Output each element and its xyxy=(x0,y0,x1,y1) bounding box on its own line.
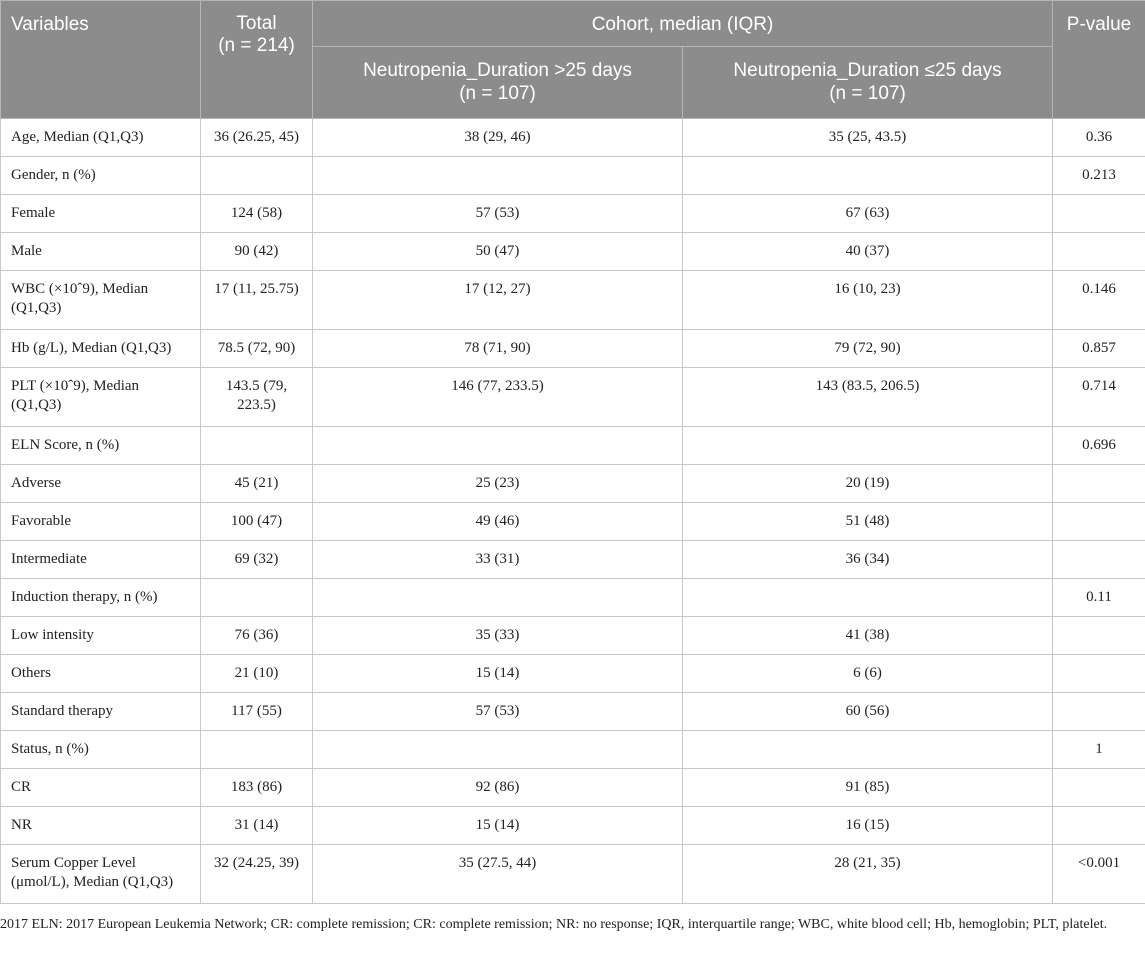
variable-cell: Gender, n (%) xyxy=(1,157,201,195)
group-long-cell: 25 (23) xyxy=(313,465,683,503)
variable-cell: Age, Median (Q1,Q3) xyxy=(1,119,201,157)
pvalue-cell xyxy=(1053,503,1145,541)
variable-cell: Favorable xyxy=(1,503,201,541)
total-cell: 36 (26.25, 45) xyxy=(201,119,313,157)
group-long-cell: 38 (29, 46) xyxy=(313,119,683,157)
group-long-cell: 35 (33) xyxy=(313,617,683,655)
group-short-cell: 16 (10, 23) xyxy=(683,271,1053,330)
group-short-cell xyxy=(683,157,1053,195)
group-long-cell xyxy=(313,579,683,617)
group-long-cell: 92 (86) xyxy=(313,769,683,807)
table-row xyxy=(1,157,1145,195)
header-row-1 xyxy=(1,1,1145,47)
variable-cell: Status, n (%) xyxy=(1,731,201,769)
pvalue-cell xyxy=(1053,693,1145,731)
table-row xyxy=(1,807,1145,845)
variable-cell: Standard therapy xyxy=(1,693,201,731)
variable-cell: CR xyxy=(1,769,201,807)
pvalue-cell: 0.696 xyxy=(1053,427,1145,465)
table-row xyxy=(1,368,1145,427)
header-group-long xyxy=(313,47,683,119)
pvalue-cell: 0.213 xyxy=(1053,157,1145,195)
group-long-cell: 50 (47) xyxy=(313,233,683,271)
variable-cell: ELN Score, n (%) xyxy=(1,427,201,465)
header-group-short xyxy=(683,47,1053,119)
pvalue-cell xyxy=(1053,769,1145,807)
variable-cell: Serum Copper Level (μmol/L), Median (Q1,Q3) xyxy=(1,845,201,904)
table-row xyxy=(1,845,1145,904)
total-cell: 124 (58) xyxy=(201,195,313,233)
table-row xyxy=(1,503,1145,541)
total-cell xyxy=(201,731,313,769)
pvalue-cell xyxy=(1053,807,1145,845)
table-row xyxy=(1,271,1145,330)
total-cell xyxy=(201,157,313,195)
pvalue-cell xyxy=(1053,541,1145,579)
group-short-cell xyxy=(683,427,1053,465)
group-short-cell: 67 (63) xyxy=(683,195,1053,233)
table-body xyxy=(1,119,1145,904)
header-group-short-n: (n = 107) xyxy=(829,83,906,104)
group-long-cell: 33 (31) xyxy=(313,541,683,579)
group-short-cell: 143 (83.5, 206.5) xyxy=(683,368,1053,427)
pvalue-cell xyxy=(1053,195,1145,233)
variable-cell: Intermediate xyxy=(1,541,201,579)
total-cell: 117 (55) xyxy=(201,693,313,731)
total-cell xyxy=(201,579,313,617)
table-row xyxy=(1,617,1145,655)
total-cell: 100 (47) xyxy=(201,503,313,541)
table-row xyxy=(1,465,1145,503)
group-long-cell: 57 (53) xyxy=(313,195,683,233)
variable-cell: Hb (g/L), Median (Q1,Q3) xyxy=(1,330,201,368)
pvalue-cell xyxy=(1053,655,1145,693)
total-cell: 17 (11, 25.75) xyxy=(201,271,313,330)
total-cell xyxy=(201,427,313,465)
group-short-cell: 51 (48) xyxy=(683,503,1053,541)
group-short-cell: 79 (72, 90) xyxy=(683,330,1053,368)
group-short-cell: 41 (38) xyxy=(683,617,1053,655)
header-group-long-n: (n = 107) xyxy=(459,83,536,104)
variable-cell: NR xyxy=(1,807,201,845)
group-short-cell: 40 (37) xyxy=(683,233,1053,271)
table-row xyxy=(1,119,1145,157)
variable-cell: PLT (×10ˆ9), Median (Q1,Q3) xyxy=(1,368,201,427)
group-long-cell xyxy=(313,731,683,769)
variable-cell: Male xyxy=(1,233,201,271)
group-long-cell: 78 (71, 90) xyxy=(313,330,683,368)
pvalue-cell xyxy=(1053,617,1145,655)
group-short-cell: 20 (19) xyxy=(683,465,1053,503)
header-variables: Variables xyxy=(1,1,201,119)
variable-cell: Others xyxy=(1,655,201,693)
group-short-cell: 35 (25, 43.5) xyxy=(683,119,1053,157)
table-row xyxy=(1,655,1145,693)
group-long-cell xyxy=(313,157,683,195)
table-row xyxy=(1,731,1145,769)
variable-cell: Adverse xyxy=(1,465,201,503)
table-row xyxy=(1,195,1145,233)
table-row xyxy=(1,541,1145,579)
total-cell: 76 (36) xyxy=(201,617,313,655)
variable-cell: Induction therapy, n (%) xyxy=(1,579,201,617)
total-cell: 31 (14) xyxy=(201,807,313,845)
total-cell: 183 (86) xyxy=(201,769,313,807)
pvalue-cell: 0.714 xyxy=(1053,368,1145,427)
total-cell: 21 (10) xyxy=(201,655,313,693)
header-pvalue: P-value xyxy=(1053,1,1145,119)
table-row xyxy=(1,693,1145,731)
header-group-short-label: Neutropenia_Duration ≤25 days xyxy=(733,60,1002,81)
header-total-n: (n = 214) xyxy=(218,35,295,56)
group-long-cell: 17 (12, 27) xyxy=(313,271,683,330)
table-row xyxy=(1,769,1145,807)
pvalue-cell: <0.001 xyxy=(1053,845,1145,904)
group-long-cell: 15 (14) xyxy=(313,655,683,693)
variable-cell: Low intensity xyxy=(1,617,201,655)
group-long-cell: 57 (53) xyxy=(313,693,683,731)
group-short-cell: 6 (6) xyxy=(683,655,1053,693)
variable-cell: WBC (×10ˆ9), Median (Q1,Q3) xyxy=(1,271,201,330)
table-header xyxy=(1,1,1145,119)
total-cell: 90 (42) xyxy=(201,233,313,271)
group-long-cell: 49 (46) xyxy=(313,503,683,541)
group-short-cell: 60 (56) xyxy=(683,693,1053,731)
group-long-cell: 35 (27.5, 44) xyxy=(313,845,683,904)
group-short-cell: 28 (21, 35) xyxy=(683,845,1053,904)
total-cell: 32 (24.25, 39) xyxy=(201,845,313,904)
variable-cell: Female xyxy=(1,195,201,233)
pvalue-cell: 1 xyxy=(1053,731,1145,769)
pvalue-cell: 0.146 xyxy=(1053,271,1145,330)
group-short-cell: 16 (15) xyxy=(683,807,1053,845)
group-long-cell: 146 (77, 233.5) xyxy=(313,368,683,427)
pvalue-cell: 0.11 xyxy=(1053,579,1145,617)
group-short-cell xyxy=(683,731,1053,769)
total-cell: 69 (32) xyxy=(201,541,313,579)
total-cell: 78.5 (72, 90) xyxy=(201,330,313,368)
group-long-cell xyxy=(313,427,683,465)
total-cell: 143.5 (79, 223.5) xyxy=(201,368,313,427)
table-row xyxy=(1,233,1145,271)
total-cell: 45 (21) xyxy=(201,465,313,503)
table-row xyxy=(1,427,1145,465)
header-group-long-label: Neutropenia_Duration >25 days xyxy=(363,60,632,81)
pvalue-cell xyxy=(1053,465,1145,503)
pvalue-cell: 0.36 xyxy=(1053,119,1145,157)
group-short-cell xyxy=(683,579,1053,617)
header-total xyxy=(201,1,313,119)
pvalue-cell xyxy=(1053,233,1145,271)
group-short-cell: 91 (85) xyxy=(683,769,1053,807)
group-long-cell: 15 (14) xyxy=(313,807,683,845)
table-row xyxy=(1,579,1145,617)
table-footnote: 2017 ELN: 2017 European Leukemia Network; CR: complete remission; CR: complete remission; NR: no response; IQR, interquartile range; WBC, white blood cell; Hb, hemoglobin; PLT, platelet. xyxy=(0,917,1108,932)
header-total-label: Total xyxy=(236,13,277,34)
pvalue-cell: 0.857 xyxy=(1053,330,1145,368)
group-short-cell: 36 (34) xyxy=(683,541,1053,579)
header-cohort: Cohort, median (IQR) xyxy=(313,1,1053,47)
table-row xyxy=(1,330,1145,368)
